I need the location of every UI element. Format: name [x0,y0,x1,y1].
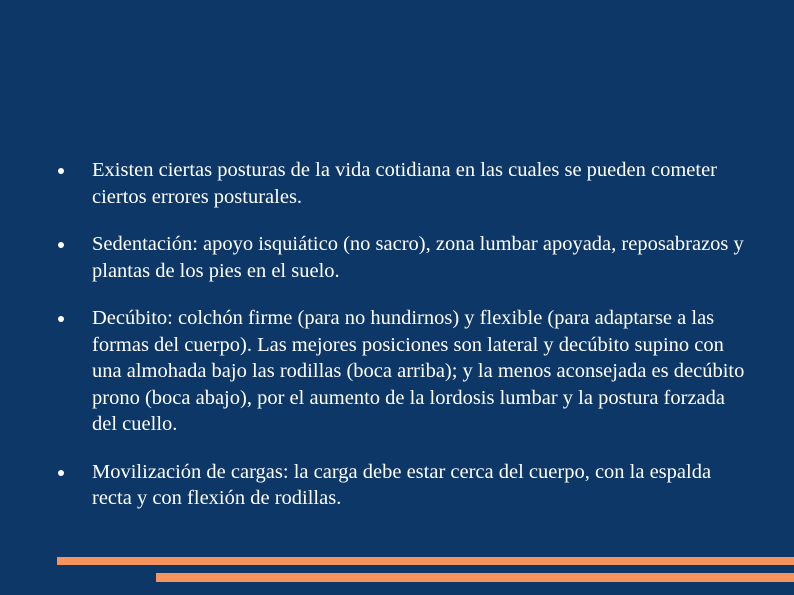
bullet-text: Existen ciertas posturas de la vida cotidiana en las cuales se pueden cometer ciertos errores posturales. [92,159,718,208]
bullet-text: Movilización de cargas: la carga debe estar cerca del cuerpo, con la espalda recta y con flexión de rodillas. [92,460,712,509]
bullet-list [58,157,748,533]
bullet-dot-icon [58,470,64,476]
bullet-item [58,459,748,512]
bullet-dot-icon [58,168,64,174]
bullet-text: Decúbito: colchón firme (para no hundirnos) y flexible (para adaptarse a las formas del cuerpo). Las mejores posiciones son lateral y decúbito supino con una almohada bajo las rodillas (boca arriba); y la menos aconsejada es decúbito prono (boca abajo), por el aumento de la lordosis lumbar y la postura forzada del cuello. [92,307,745,435]
bullet-dot-icon [58,316,64,322]
accent-bar-top [57,557,794,565]
bullet-dot-icon [58,242,64,248]
bullet-item [58,305,748,438]
bullet-item [58,157,748,210]
bullet-text: Sedentación: apoyo isquiático (no sacro), zona lumbar apoyada, reposabrazos y plantas de los pies en el suelo. [92,233,744,282]
accent-bar-bottom [156,573,794,582]
bullet-item [58,231,748,284]
